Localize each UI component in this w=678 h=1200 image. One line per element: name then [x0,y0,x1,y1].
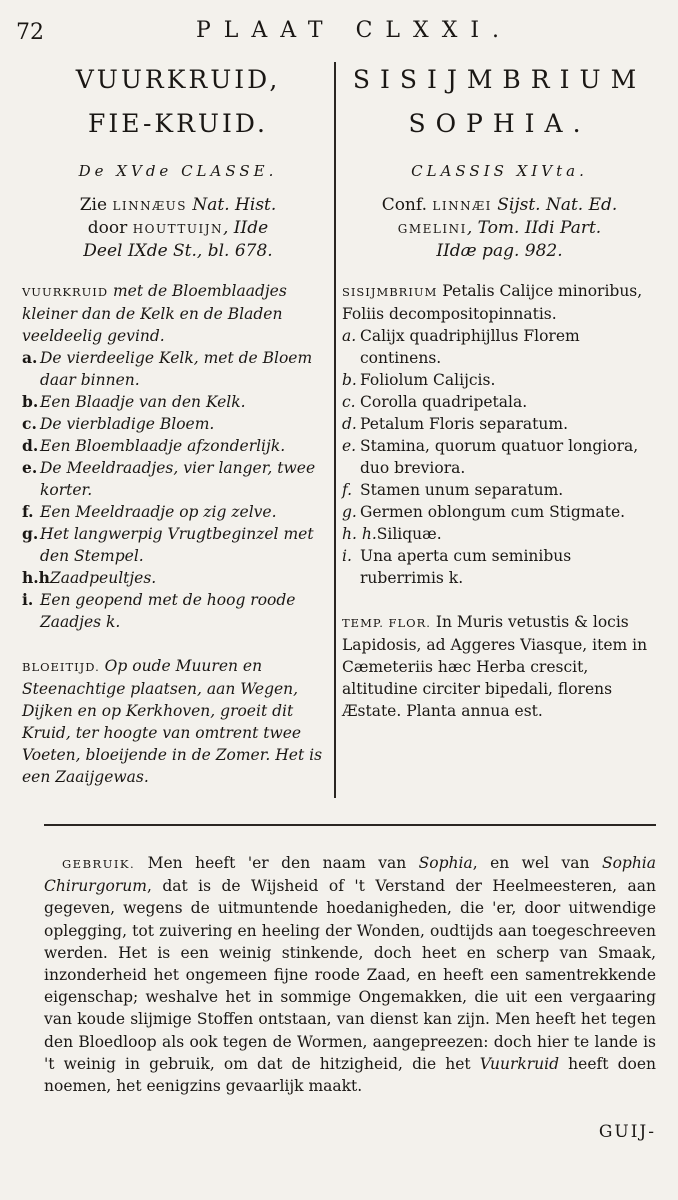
usage-text: Men heeft 'er den naam van [135,854,419,872]
flowering-text: Op oude Muuren en Steenachtige plaatsen, aan Wegen, Dijken en op Kerkhoven, groeit dit Kruid, ter hoogte van omtrent twee Voeten, bloeijende in de Zomer. Het is een Zaaijgewas. [22,657,323,786]
legend-text: Calijx quadriphijllus Florem continens. [360,327,580,367]
legend-key: e. [22,458,38,477]
legend-item [22,435,334,457]
latin-figure-legend [342,325,657,589]
legend-key: d. [342,415,357,433]
legend-key: c. [342,393,356,411]
latin-description [342,280,657,325]
legend-key: i. [342,547,352,565]
legend-item [22,501,334,523]
legend-item [342,413,657,435]
legend-item [342,523,657,545]
legend-text: Een geopend met de hoog roode Zaadjes k. [40,591,296,631]
legend-text: Een Blaadje van den Kelk. [40,393,246,411]
ref-volume: Deel IXde St., bl. 678. [83,241,273,261]
usage-text: heeft doen noemen, het eenigzins gevaarlijk maakt. [44,1054,656,1096]
legend-key: i. [22,590,34,609]
dutch-reference [22,194,334,262]
latin-class: CLASSIS XIVta. [411,162,588,180]
legend-text: Germen oblongum cum Stigmate. [360,503,626,521]
legend-text: Een Meeldraadje op zig zelve. [40,503,277,521]
usage-text: , en wel van [472,854,602,872]
column-divider [334,62,336,798]
legend-key: d. [22,436,39,455]
flowering-text: In Muris vetustis & locis Lapidosis, ad Aggeres Viasque, item in Cæmeteriis hæc Herba crescit, altitudine circiter bipedali, florens Æstate. Planta annua est. [342,613,648,720]
usage-italic: Sophia Chirurgorum [44,854,657,896]
ref-work: , Tom. IIdi Part. [466,218,602,238]
ref-author: GMELINI [397,222,467,236]
legend-key: a. [342,327,357,345]
legend-text: Corolla quadripetala. [360,393,528,411]
dutch-figure-legend [22,347,334,633]
ref-work: , IIde [223,218,269,238]
ref-author: LINNÆUS [112,199,187,213]
legend-item [342,391,657,413]
dutch-title-2: FIE-KRUID. [88,109,268,138]
flowering-label: BLOEITIJD. [22,660,100,674]
legend-text: Petalum Floris separatum. [360,415,569,433]
legend-text: De vierdeelige Kelk, met de Bloem daar binnen. [40,349,313,389]
usage-italic: Sophia [418,854,473,872]
legend-item [22,567,334,589]
dutch-description [22,280,334,347]
desc-keyword: SISIJMBRIUM [342,285,438,299]
legend-item [342,325,657,369]
dutch-column [22,58,334,788]
usage-label: GEBRUIK. [62,857,136,871]
desc-text: met de Bloemblaadjes kleiner dan de Kelk en de Bladen veeldeelig gevind. [22,282,287,345]
catchword: GUIJ- [598,1122,656,1142]
desc-text: Petalis Calijce minoribus, Foliis decompositopinnatis. [342,282,643,323]
legend-text: Foliolum Calijcis. [360,371,496,389]
legend-item [22,347,334,391]
latin-column [342,58,657,722]
legend-item [342,369,657,391]
ref-text: Zie [79,195,113,215]
legend-key: h. h. [342,525,377,543]
legend-key: b. [22,392,39,411]
legend-key: f. [22,502,34,521]
ref-work: Sijst. Nat. Ed. [491,195,618,215]
legend-text: Siliquæ. [376,525,442,543]
ref-author: HOUTTUIJN [132,222,223,236]
dutch-flowering-time [22,655,334,788]
legend-item [342,545,657,589]
legend-text: Stamina, quorum quatuor longiora, duo breviora. [360,437,639,477]
flowering-label: TEMP. FLOR. [342,616,431,630]
legend-key: b. [342,371,357,389]
desc-keyword: VUURKRUID [22,285,109,299]
legend-text: Una aperta cum seminibus ruberrimis k. [360,547,572,587]
legend-key: f. [342,481,353,499]
legend-item [22,589,334,633]
legend-item [342,501,657,523]
legend-text: De vierbladige Bloem. [40,415,215,433]
legend-item [342,479,657,501]
ref-author: LINNÆI [432,199,492,213]
latin-flowering-time [342,611,657,722]
legend-item [22,523,334,567]
legend-text: Zaadpeultjes. [49,569,157,587]
page-number: 72 [16,20,44,45]
legend-key: c. [22,414,37,433]
legend-key: a. [22,348,38,367]
plate-heading: PLAAT CLXXI. [195,18,513,43]
latin-title-1: SISIJMBRIUM [352,65,647,94]
legend-key: g. [22,524,39,543]
usage-italic: Vuurkruid [479,1054,560,1073]
legend-key: g. [342,503,357,521]
ref-volume: IIdæ pag. 982. [436,241,563,261]
usage-text: , dat is de Wijsheid of 't Verstand der Heelmeesteren, aan gegeven, wegens de uitmuntende hoedanigheden, die 'er, door uitwendige oplegging, tot zuivering en heeling der Wonden, oudtijds aan toegeschreeven werden. Het is een weinig stinkende, doch heet en scherp van Smaak, inzonderheid het ongemeen fijne roode Zaad, en heeft een samentrekkende eigenschap; weshalve het in sommige Ongemakken, die uit een vergaaring van koude slijmige Stoffen ontstaan, van dienst kan zijn. Men heeft het tegen den Bloedloop als ook tegen de Wormen, aangepreezen: doch hier te lande is 't weinig in gebruik, om dat de hitzigheid, die het [44,877,656,1073]
legend-key: h.h [22,568,50,587]
ref-text: door [87,218,133,238]
dutch-class: De XVde CLASSE. [78,162,278,180]
usage-paragraph [44,852,656,1097]
ref-text: Conf. [381,195,433,215]
legend-text: Een Bloemblaadje afzonderlijk. [40,437,286,455]
legend-item [342,435,657,479]
legend-text: Stamen unum separatum. [360,481,564,499]
legend-text: Het langwerpig Vrugtbeginzel met den Stempel. [40,525,314,565]
legend-key: e. [342,437,357,455]
section-rule [44,824,656,826]
latin-reference [342,194,657,262]
legend-item [22,391,334,413]
ref-work: Nat. Hist. [187,195,277,215]
legend-item [22,457,334,501]
legend-text: De Meeldraadjes, vier langer, twee korter. [40,459,316,499]
dutch-title-1: VUURKRUID, [75,65,281,94]
legend-item [22,413,334,435]
latin-title-2: SOPHIA. [408,109,591,138]
